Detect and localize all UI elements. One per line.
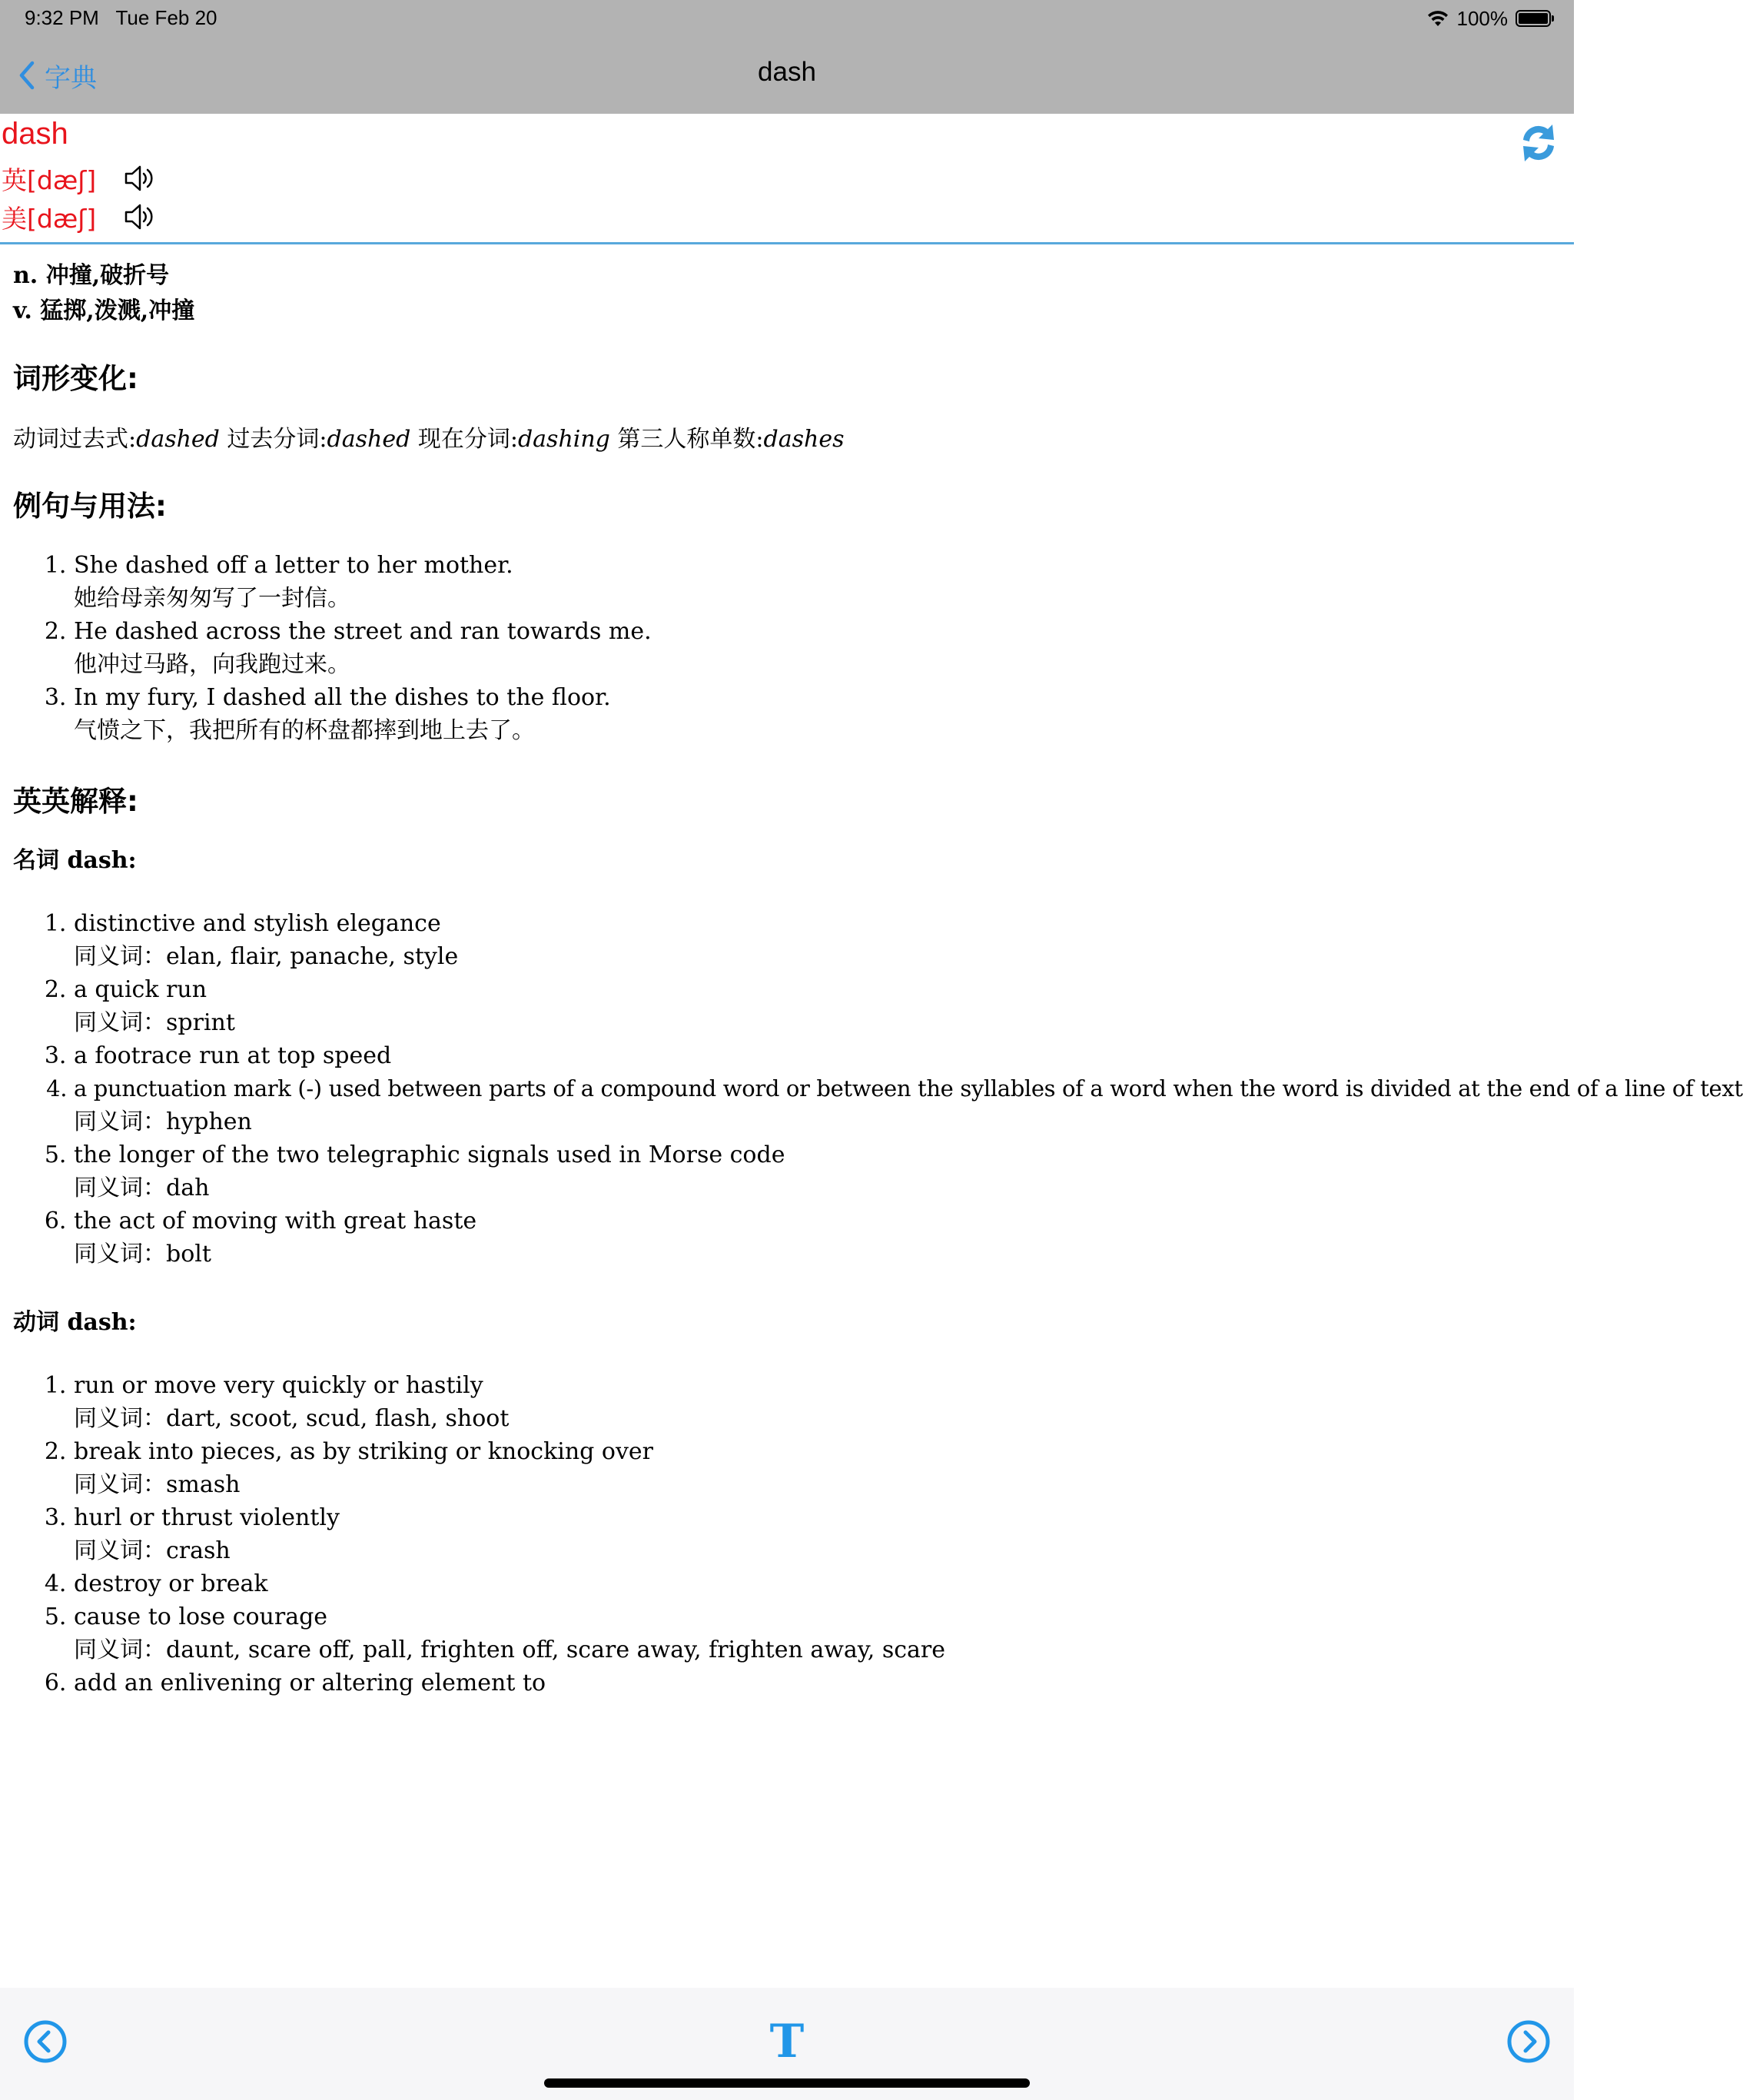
list-item [74,1072,1743,1138]
definition-text: add an enlivening or altering element to [74,1670,546,1696]
synonyms: 同义词：hyphen [74,1108,252,1135]
word-forms [13,423,1565,457]
list-item [74,615,1565,681]
examples-heading: 例句与用法: [13,490,167,523]
past-form: dashed [136,426,220,453]
speaker-icon[interactable] [124,201,158,232]
list-item [74,973,1565,1039]
list-item [74,681,1565,747]
refresh-icon[interactable] [1517,120,1560,166]
back-button-label: 字典 [45,62,97,94]
definition-text: run or move very quickly or hastily [74,1372,483,1399]
synonyms: 同义词：sprint [74,1009,235,1036]
battery-fill [1519,13,1548,24]
status-time [25,6,217,30]
list-item [74,1501,1565,1567]
synonyms: 同义词：daunt, scare off, pall, frighten off, scare away, frighten away, scare [74,1636,946,1663]
brief-definition [13,258,1565,329]
pp-form: dashed [327,426,411,453]
list-item [74,549,1565,615]
definition-text: the act of moving with great haste [74,1208,477,1234]
status-indicators [1426,6,1552,31]
synonyms: 同义词：smash [74,1471,241,1498]
list-item [74,1435,1565,1501]
word-header [0,114,1574,244]
definition-text: the longer of the two telegraphic signals used in Morse code [74,1141,785,1168]
definition-text: distinctive and stylish elegance [74,910,441,937]
home-indicator [544,2078,1030,2088]
verb-definitions-list [13,1369,1565,1700]
past-label: 动词过去式: [13,426,137,453]
headword: dash [2,117,68,151]
english-definitions-heading: 英英解释: [13,785,138,818]
list-item [74,1600,1565,1666]
status-clock: 9:32 PM [25,6,99,29]
example-zh: 气愤之下，我把所有的杯盘都摔到地上去了。 [74,717,535,744]
battery-percent: 100% [1456,6,1508,30]
synonyms: 同义词：dart, scoot, scud, flash, shoot [74,1405,510,1432]
third-form: dashes [763,426,845,453]
synonyms: 同义词：dah [74,1175,210,1201]
definition-text: cause to lose courage [74,1603,328,1630]
example-en: In my fury, I dashed all the dishes to the floor. [74,684,611,711]
definition-content [13,258,1743,1700]
definition-text: a punctuation mark (-) used between parts of a compound word or between the syllables of a word when the word is divided at the end of a line of text [74,1075,1743,1102]
top-bar [0,0,1574,114]
uk-pronunciation-row [2,161,158,195]
examples-list [13,549,1565,747]
wifi-icon [1426,9,1449,28]
definition-text: destroy or break [74,1570,268,1597]
previous-word-button[interactable] [22,2019,68,2065]
synonyms: 同义词：elan, flair, panache, style [74,943,459,970]
definition-text: break into pieces, as by striking or knocking over [74,1438,654,1465]
list-item [74,1205,1565,1271]
definition-text: a quick run [74,976,208,1003]
battery-icon [1516,10,1551,27]
third-label: 第三人称单数: [609,426,764,453]
ing-label: 现在分词: [410,426,518,453]
brief-verb: v. 猛掷,泼溅,冲撞 [13,297,195,324]
list-item [74,1666,1565,1700]
next-word-button[interactable] [1506,2019,1552,2065]
list-item [74,1369,1565,1435]
example-zh: 他冲过马路，向我跑过来。 [74,651,350,678]
list-item [74,1567,1565,1600]
noun-definitions-list [13,907,1743,1271]
list-item [74,907,1565,973]
example-en: He dashed across the street and ran towards me. [74,618,652,645]
speaker-icon[interactable] [124,163,158,194]
noun-heading: 名词 dash: [13,847,137,874]
us-pronunciation-row [2,200,158,234]
list-item [74,1138,1565,1205]
synonyms: 同义词：bolt [74,1241,211,1268]
definition-text: a footrace run at top speed [74,1042,392,1069]
brief-noun: n. 冲撞,破折号 [13,262,170,289]
status-date: Tue Feb 20 [115,6,217,29]
uk-pronunciation: 英[dæʃ] [2,164,97,195]
synonyms: 同义词：crash [74,1537,231,1564]
page-title: dash [758,57,816,87]
font-size-button[interactable]: T [769,2015,805,2068]
example-zh: 她给母亲匆匆写了一封信。 [74,585,350,612]
ing-form: dashing [517,426,610,453]
example-en: She dashed off a letter to her mother. [74,552,513,579]
definition-text: hurl or thrust violently [74,1504,340,1531]
us-pronunciation: 美[dæʃ] [2,203,97,234]
verb-heading: 动词 dash: [13,1309,137,1336]
pp-label: 过去分词: [219,426,327,453]
list-item [74,1039,1565,1072]
word-forms-heading: 词形变化: [13,362,138,395]
